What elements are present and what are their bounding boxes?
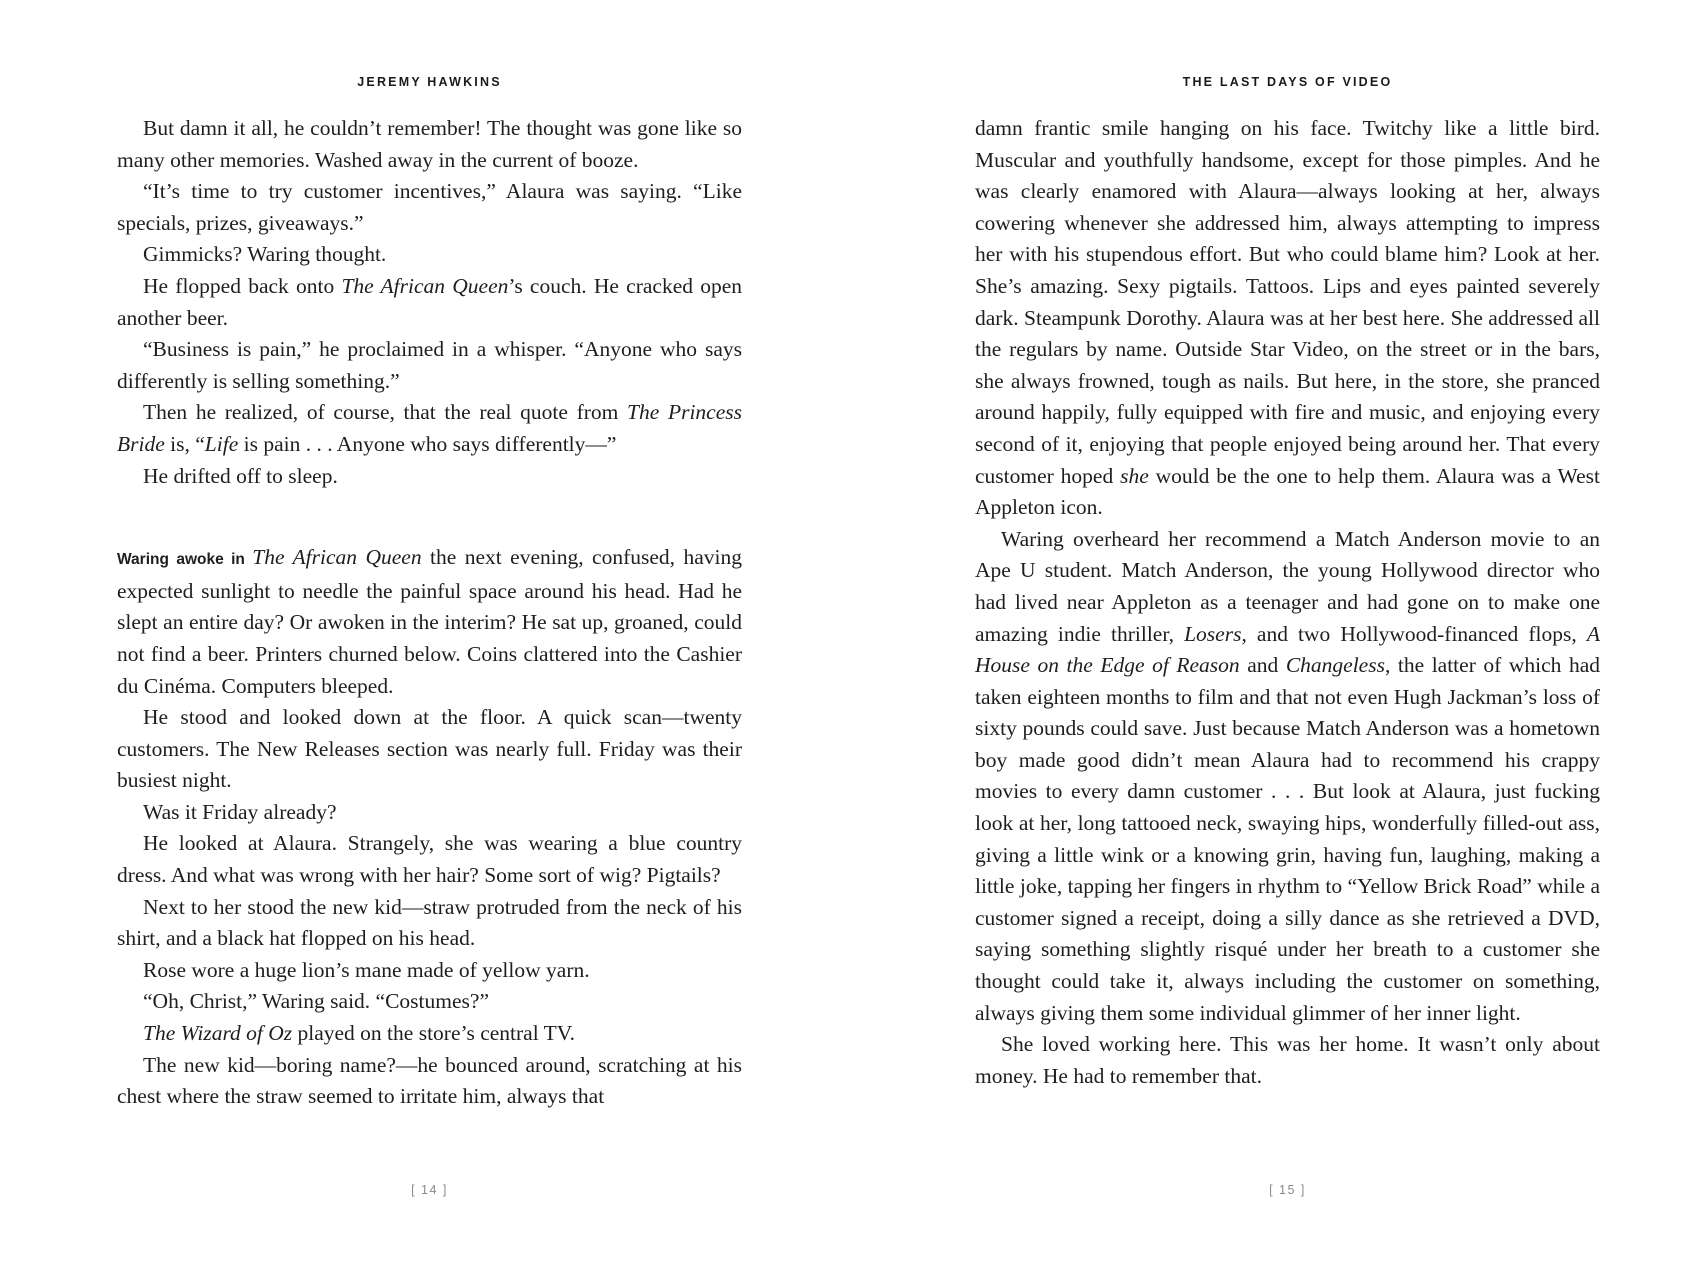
paragraph: [117, 271, 742, 334]
text-run: would be the one to help them. Alaura was a West Appleton icon.: [975, 463, 1600, 520]
paragraph: Gimmicks? Waring thought.: [143, 242, 387, 267]
emphasis: she: [1120, 463, 1149, 488]
paragraph: But damn it all, he couldn’t remember! The thought was gone like so many other memories. Washed away in the current of booze.: [117, 116, 742, 172]
text-run: and: [1239, 653, 1286, 678]
page-number: [ 15 ]: [1269, 1183, 1306, 1197]
paragraph: [975, 524, 1600, 1030]
paragraph: [117, 1018, 742, 1050]
text-run: , and two Hollywood-financed flops,: [1241, 621, 1587, 646]
paragraph: “Business is pain,” he proclaimed in a whisper. “Anyone who says differently is selling something.”: [117, 337, 742, 393]
film-title: The Princess Bride: [117, 400, 742, 456]
text-run: played on the store’s central TV.: [292, 1021, 575, 1046]
running-head-title: THE LAST DAYS OF VIDEO: [1182, 75, 1393, 89]
paragraph: He stood and looked down at the floor. A quick scan—twenty customers. The New Releases section was nearly full. Friday was their busiest night.: [117, 705, 742, 793]
paragraph: Next to her stood the new kid—straw protruded from the neck of his shirt, and a black hat flopped on his head.: [117, 894, 742, 951]
run-in-heading: Waring awoke in: [117, 551, 253, 569]
paragraph: She loved working here. This was her home. It wasn’t only about money. He had to remember that.: [975, 1032, 1600, 1088]
emphasis: Life: [204, 431, 239, 456]
page-number: [ 14 ]: [411, 1183, 448, 1197]
text-run: , the latter of which had taken eighteen months to film and that not even Hugh Jackman’s loss of sixty pounds could save. Just because Match Anderson was a hometown boy made good didn’t mean Alaura had to recommend his crappy movies to every damn customer . . . But look at Alaura, just fucking look at her, long tattooed neck, swaying hips, wonderfully filled-out ass, giving a little wink or a knowing grin, having fun, laughing, making a little joke, tapping her fingers in rhythm to “Yellow Brick Road” while a customer signed a receipt, doing a silly dance as she retrieved a DVD, saying something slightly risqué under her breath to a customer she thought could take it, always including the customer on something, always giving them some individual glimmer of her inner light.: [975, 653, 1601, 1025]
text-run: is pain . . . Anyone who says differently—”: [238, 431, 617, 456]
film-title: Losers: [1184, 621, 1242, 646]
text-run: the next evening, confused, having expected sunlight to needle the painful space around his head. Had he slept an entire day? Or awoken in the interim? He sat up, groaned, could not find a beer. Printers churned below. Coins clattered into the Cashier du Cinéma. Computers bleeped.: [117, 545, 742, 698]
book-title: The African Queen: [341, 273, 509, 298]
text-run: is, “: [164, 431, 205, 456]
paragraph: He drifted off to sleep.: [143, 463, 338, 488]
left-page-body: [117, 113, 742, 1113]
paragraph: Rose wore a huge lion’s mane made of yellow yarn.: [143, 957, 590, 982]
text-run: Then he realized, of course, that the real quote from: [143, 400, 628, 425]
text-run: Waring overheard her recommend a Match Anderson movie to an Ape U student. Match Anderson, the young Hollywood director who had lived near Appleton as a teenager and had gone on to make one amazing indie thriller,: [975, 526, 1600, 646]
text-run: He flopped back onto: [143, 273, 342, 298]
running-head-author: JEREMY HAWKINS: [357, 75, 502, 89]
right-page: [850, 0, 1700, 1275]
paragraph: “It’s time to try customer incentives,” Alaura was saying. “Like specials, prizes, giveaways.”: [117, 179, 742, 235]
text-run: ’s couch. He cracked open another beer.: [117, 273, 743, 330]
paragraph: “Oh, Christ,” Waring said. “Costumes?”: [143, 989, 489, 1014]
film-title: Changeless: [1285, 653, 1385, 678]
right-page-body: [975, 113, 1600, 1092]
paragraph: [117, 397, 742, 460]
paragraph: Was it Friday already?: [143, 799, 337, 824]
text-run: damn frantic smile hanging on his face. Twitchy like a little bird. Muscular and youthfully handsome, except for those pimples. And he was clearly enamored with Alaura—always looking at her, always cowering whenever she addressed him, always attempting to impress her with his stupendous effort. But who could blame him? Look at her. She’s amazing. Sexy pigtails. Tattoos. Lips and eyes painted severely dark. Steampunk Dorothy. Alaura was at her best here. She addressed all the regulars by name. Outside Star Video, on the street or in the bars, she always frowned, tough as nails. But here, in the store, she pranced around happily, fully equipped with fire and music, and enjoying every second of it, enjoying that people enjoyed being around her. That every customer hoped: [975, 116, 1600, 488]
film-title: The Wizard of Oz: [143, 1021, 293, 1046]
film-title: A House on the Edge of Reason: [975, 621, 1600, 678]
book-title: The African Queen: [252, 545, 422, 570]
continued-paragraph: [975, 113, 1600, 524]
section-opening-paragraph: [117, 542, 742, 702]
paragraph: He looked at Alaura. Strangely, she was wearing a blue country dress. And what was wrong with her hair? Some sort of wig? Pigtails?: [117, 831, 742, 888]
paragraph: The new kid—boring name?—he bounced around, scratching at his chest where the straw seemed to irritate him, always that: [117, 1052, 742, 1109]
